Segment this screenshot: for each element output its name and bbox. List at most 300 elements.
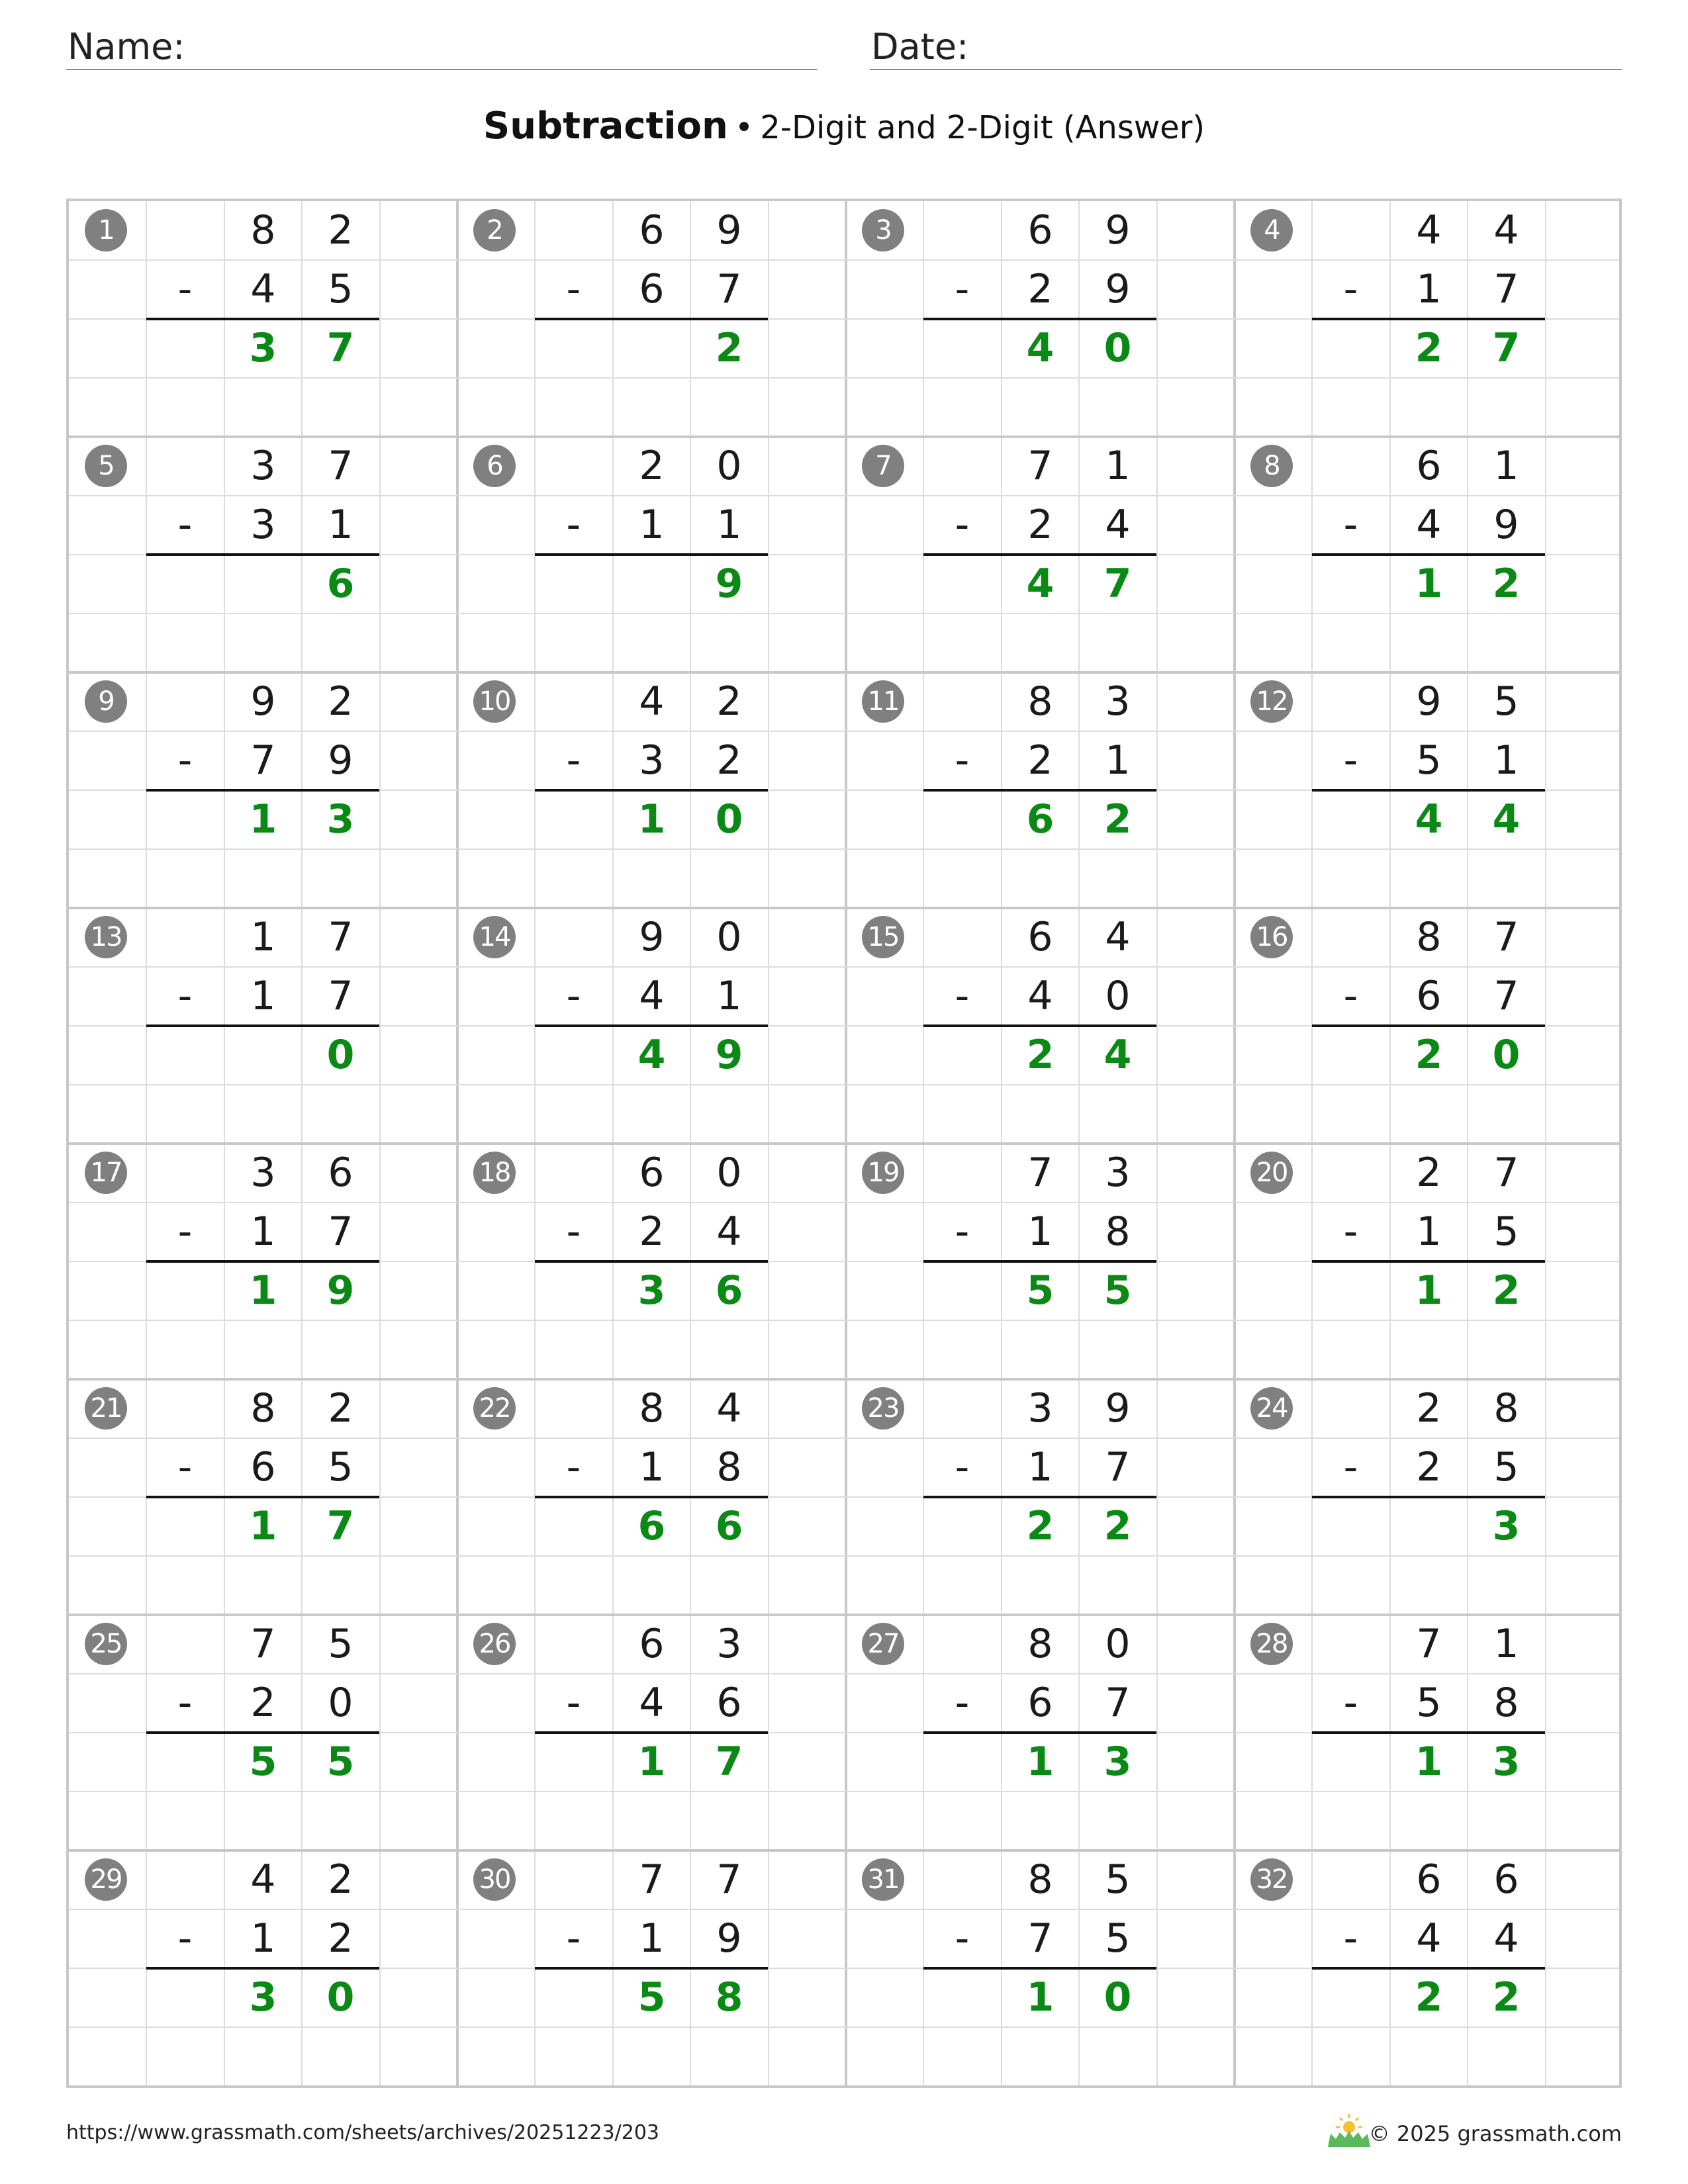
subtrahend-tens-digit: 5 [1416, 737, 1442, 784]
answer-tens-digit[interactable]: 2 [1026, 1032, 1055, 1078]
answer-rule-line [146, 318, 379, 320]
minus-sign: - [566, 1915, 581, 1962]
answer-tens-digit[interactable]: 5 [249, 1739, 277, 1785]
answer-tens-digit[interactable]: 1 [637, 796, 666, 842]
subtrahend-tens-digit: 6 [1416, 973, 1442, 1019]
subtrahend-tens-digit: 7 [1027, 1915, 1053, 1962]
problem-number-badge: 9 [85, 680, 127, 723]
subtrahend-tens-digit: 2 [1027, 502, 1053, 548]
subtrahend-ones-digit: 1 [1105, 737, 1131, 784]
answer-rule-line [535, 553, 768, 556]
minuend-tens-digit: 2 [1416, 1150, 1442, 1196]
answer-rule-line [535, 1024, 768, 1027]
subtrahend-tens-digit: 5 [1416, 1680, 1442, 1726]
subtrahend-ones-digit: 5 [1493, 1444, 1519, 1490]
answer-ones-digit[interactable]: 6 [326, 561, 355, 607]
answer-ones-digit[interactable]: 8 [715, 1974, 743, 2021]
subtrahend-tens-digit: 1 [639, 1444, 665, 1490]
problem-9 [69, 672, 457, 908]
minuend-ones-digit: 2 [328, 1856, 353, 1903]
answer-rule-line [1312, 1024, 1545, 1027]
footer-copyright: © 2025 grassmath.com [1368, 2121, 1622, 2146]
minus-sign: - [1343, 502, 1358, 548]
minuend-tens-digit: 6 [639, 1621, 665, 1667]
answer-tens-digit[interactable]: 4 [1026, 561, 1055, 607]
subtrahend-ones-digit: 7 [1493, 266, 1519, 312]
answer-ones-digit[interactable]: 6 [715, 1503, 743, 1549]
problem-number-badge: 16 [1250, 916, 1293, 958]
answer-ones-digit[interactable]: 7 [715, 1739, 743, 1785]
answer-rule-line [1312, 1496, 1545, 1498]
problem-17 [69, 1144, 457, 1379]
answer-tens-digit[interactable]: 6 [1026, 796, 1055, 842]
minus-sign: - [177, 973, 193, 1019]
answer-rule-line [535, 789, 768, 792]
problem-number-badge: 19 [862, 1152, 904, 1194]
subtrahend-tens-digit: 1 [1027, 1208, 1053, 1255]
answer-tens-digit[interactable] [224, 1026, 302, 1085]
subtrahend-tens-digit: 1 [250, 1915, 276, 1962]
problem-number-badge: 21 [85, 1387, 127, 1430]
answer-ones-digit[interactable]: 3 [1492, 1503, 1521, 1549]
minuend-ones-digit: 7 [1493, 914, 1519, 960]
answer-tens-digit[interactable]: 4 [1026, 325, 1055, 371]
answer-rule-line [923, 1024, 1156, 1027]
subtrahend-tens-digit: 1 [1416, 1208, 1442, 1255]
subtrahend-tens-digit: 1 [639, 502, 665, 548]
worksheet-title [0, 105, 1688, 148]
problem-13 [69, 908, 457, 1144]
subtrahend-ones-digit: 4 [1105, 502, 1131, 548]
answer-ones-digit[interactable]: 7 [1492, 325, 1521, 371]
answer-ones-digit[interactable]: 3 [1103, 1739, 1132, 1785]
minus-sign: - [177, 1915, 193, 1962]
minuend-tens-digit: 8 [1416, 914, 1442, 960]
subtrahend-ones-digit: 2 [328, 1915, 353, 1962]
subtrahend-ones-digit: 1 [716, 973, 742, 1019]
problem-22 [457, 1379, 846, 1615]
answer-ones-digit[interactable]: 6 [715, 1267, 743, 1314]
minuend-ones-digit: 6 [328, 1150, 353, 1196]
problem-number-badge: 27 [862, 1623, 904, 1665]
answer-rule-line [923, 1967, 1156, 1970]
minuend-tens-digit: 6 [639, 1150, 665, 1196]
minuend-ones-digit: 0 [1105, 1621, 1131, 1667]
subtrahend-tens-digit: 6 [250, 1444, 276, 1490]
footer-url: https://www.grassmath.com/sheets/archives/20251223/203 [66, 2121, 660, 2144]
answer-tens-digit[interactable] [224, 555, 302, 614]
minuend-tens-digit: 2 [1416, 1385, 1442, 1432]
minus-sign: - [177, 1444, 193, 1490]
minuend-tens-digit: 6 [1416, 443, 1442, 489]
subtrahend-ones-digit: 1 [328, 502, 353, 548]
answer-tens-digit[interactable] [1390, 1497, 1468, 1556]
problem-26 [457, 1615, 846, 1850]
problem-6 [457, 437, 846, 672]
problem-number-badge: 2 [473, 209, 516, 251]
minuend-ones-digit: 1 [1493, 1621, 1519, 1667]
answer-tens-digit[interactable]: 4 [637, 1032, 666, 1078]
problem-number-badge: 15 [862, 916, 904, 958]
answer-rule-line [146, 789, 379, 792]
problem-number-badge: 23 [862, 1387, 904, 1430]
answer-ones-digit[interactable]: 9 [715, 561, 743, 607]
minus-sign: - [177, 502, 193, 548]
subtrahend-ones-digit: 6 [716, 1680, 742, 1726]
minuend-ones-digit: 8 [1493, 1385, 1519, 1432]
problem-number-badge: 30 [473, 1858, 516, 1901]
subtrahend-tens-digit: 4 [1416, 502, 1442, 548]
answer-tens-digit[interactable]: 6 [637, 1503, 666, 1549]
subtrahend-tens-digit: 2 [250, 1680, 276, 1726]
minuend-ones-digit: 7 [716, 1856, 742, 1903]
answer-rule-line [535, 1496, 768, 1498]
minuend-ones-digit: 4 [716, 1385, 742, 1432]
date-label: Date: [871, 26, 969, 68]
problem-1 [69, 201, 457, 437]
problem-18 [457, 1144, 846, 1379]
subtrahend-ones-digit: 7 [1493, 973, 1519, 1019]
minus-sign: - [955, 1915, 970, 1962]
answer-tens-digit[interactable]: 1 [1415, 1739, 1443, 1785]
minus-sign: - [1343, 1680, 1358, 1726]
minuend-tens-digit: 8 [1027, 1621, 1053, 1667]
subtrahend-ones-digit: 0 [1105, 973, 1131, 1019]
answer-rule-line [1312, 789, 1545, 792]
subtrahend-tens-digit: 6 [639, 266, 665, 312]
minus-sign: - [177, 1208, 193, 1255]
minuend-ones-digit: 1 [1105, 443, 1131, 489]
minuend-tens-digit: 8 [639, 1385, 665, 1432]
problem-25 [69, 1615, 457, 1850]
subtrahend-ones-digit: 5 [1493, 1208, 1519, 1255]
subtrahend-ones-digit: 9 [328, 737, 353, 784]
subtrahend-ones-digit: 2 [716, 737, 742, 784]
problem-number-badge: 6 [473, 445, 516, 487]
minuend-tens-digit: 7 [639, 1856, 665, 1903]
answer-ones-digit[interactable]: 2 [715, 325, 743, 371]
answer-ones-digit[interactable]: 4 [1103, 1032, 1132, 1078]
answer-rule-line [1312, 1731, 1545, 1734]
answer-tens-digit[interactable]: 1 [1026, 1974, 1055, 2021]
minuend-ones-digit: 2 [328, 207, 353, 253]
minuend-tens-digit: 4 [250, 1856, 276, 1903]
problem-30 [457, 1850, 846, 2086]
minuend-tens-digit: 8 [1027, 678, 1053, 725]
minuend-tens-digit: 4 [1416, 207, 1442, 253]
problem-14 [457, 908, 846, 1144]
answer-ones-digit[interactable]: 9 [326, 1267, 355, 1314]
subtrahend-tens-digit: 6 [1027, 1680, 1053, 1726]
minuend-ones-digit: 5 [328, 1621, 353, 1667]
answer-ones-digit[interactable]: 3 [326, 796, 355, 842]
minuend-ones-digit: 2 [328, 1385, 353, 1432]
answer-ones-digit[interactable]: 7 [326, 325, 355, 371]
answer-rule-line [146, 1731, 379, 1734]
date-field[interactable] [870, 20, 1622, 70]
problem-8 [1235, 437, 1622, 672]
minuend-ones-digit: 3 [1105, 678, 1131, 725]
subtrahend-ones-digit: 4 [716, 1208, 742, 1255]
answer-tens-digit[interactable]: 4 [1415, 796, 1443, 842]
answer-tens-digit[interactable]: 3 [637, 1267, 666, 1314]
problem-number-badge: 4 [1250, 209, 1293, 251]
answer-rule-line [146, 1024, 379, 1027]
problem-27 [846, 1615, 1235, 1850]
minuend-tens-digit: 3 [1027, 1385, 1053, 1432]
answer-tens-digit[interactable]: 2 [1415, 1032, 1443, 1078]
minus-sign: - [955, 737, 970, 784]
answer-ones-digit[interactable]: 7 [1103, 561, 1132, 607]
problem-23 [846, 1379, 1235, 1615]
minuend-ones-digit: 0 [716, 443, 742, 489]
problem-11 [846, 672, 1235, 908]
minuend-tens-digit: 6 [1027, 914, 1053, 960]
answer-rule-line [1312, 553, 1545, 556]
answer-tens-digit[interactable]: 5 [637, 1974, 666, 2021]
minuend-ones-digit: 7 [328, 443, 353, 489]
problem-24 [1235, 1379, 1622, 1615]
problem-19 [846, 1144, 1235, 1379]
minuend-tens-digit: 7 [1027, 443, 1053, 489]
minus-sign: - [566, 1208, 581, 1255]
answer-rule-line [146, 553, 379, 556]
minuend-tens-digit: 3 [250, 1150, 276, 1196]
problem-20 [1235, 1144, 1622, 1379]
answer-tens-digit[interactable]: 1 [249, 1503, 277, 1549]
subtrahend-ones-digit: 8 [1105, 1208, 1131, 1255]
minus-sign: - [1343, 973, 1358, 1019]
answer-tens-digit[interactable]: 1 [249, 1267, 277, 1314]
subtrahend-ones-digit: 4 [1493, 1915, 1519, 1962]
answer-tens-digit[interactable]: 3 [249, 1974, 277, 2021]
problem-number-badge: 14 [473, 916, 516, 958]
minus-sign: - [566, 737, 581, 784]
minuend-ones-digit: 5 [1105, 1856, 1131, 1903]
minuend-ones-digit: 3 [716, 1621, 742, 1667]
answer-rule-line [535, 1260, 768, 1263]
minuend-tens-digit: 9 [250, 678, 276, 725]
minus-sign: - [1343, 1208, 1358, 1255]
minus-sign: - [955, 266, 970, 312]
problem-12 [1235, 672, 1622, 908]
subtrahend-ones-digit: 0 [328, 1680, 353, 1726]
minuend-ones-digit: 6 [1493, 1856, 1519, 1903]
minuend-tens-digit: 8 [250, 1385, 276, 1432]
minuend-ones-digit: 7 [328, 914, 353, 960]
answer-ones-digit[interactable]: 5 [1103, 1267, 1132, 1314]
minuend-tens-digit: 9 [1416, 678, 1442, 725]
minus-sign: - [955, 502, 970, 548]
minuend-ones-digit: 0 [716, 914, 742, 960]
answer-ones-digit[interactable]: 2 [1103, 1503, 1132, 1549]
answer-rule-line [146, 1967, 379, 1970]
problem-grid [66, 199, 1622, 2088]
answer-tens-digit[interactable] [613, 319, 690, 378]
minus-sign: - [566, 1680, 581, 1726]
problem-10 [457, 672, 846, 908]
answer-ones-digit[interactable]: 9 [715, 1032, 743, 1078]
answer-tens-digit[interactable]: 1 [1415, 561, 1443, 607]
minuend-ones-digit: 7 [1493, 1150, 1519, 1196]
minuend-ones-digit: 0 [716, 1150, 742, 1196]
problem-number-badge: 32 [1250, 1858, 1293, 1901]
subtrahend-tens-digit: 4 [1027, 973, 1053, 1019]
answer-ones-digit[interactable]: 2 [1492, 1267, 1521, 1314]
subtrahend-tens-digit: 4 [639, 973, 665, 1019]
minuend-ones-digit: 2 [716, 678, 742, 725]
answer-tens-digit[interactable]: 1 [1026, 1739, 1055, 1785]
answer-ones-digit[interactable]: 0 [1103, 325, 1132, 371]
minuend-ones-digit: 1 [1493, 443, 1519, 489]
sun-over-grass-icon [1325, 2110, 1373, 2150]
subtrahend-tens-digit: 1 [639, 1915, 665, 1962]
answer-tens-digit[interactable]: 2 [1415, 325, 1443, 371]
answer-ones-digit[interactable]: 2 [1103, 796, 1132, 842]
answer-tens-digit[interactable] [613, 555, 690, 614]
minus-sign: - [566, 502, 581, 548]
subtrahend-tens-digit: 2 [1027, 737, 1053, 784]
answer-ones-digit[interactable]: 0 [1103, 1974, 1132, 2021]
minuend-tens-digit: 6 [1027, 207, 1053, 253]
subtrahend-tens-digit: 3 [250, 502, 276, 548]
problem-number-badge: 24 [1250, 1387, 1293, 1430]
problem-number-badge: 12 [1250, 680, 1293, 723]
problem-3 [846, 201, 1235, 437]
answer-rule-line [535, 1731, 768, 1734]
subtrahend-ones-digit: 5 [1105, 1915, 1131, 1962]
answer-tens-digit[interactable]: 2 [1026, 1503, 1055, 1549]
answer-rule-line [1312, 1967, 1545, 1970]
subtrahend-ones-digit: 9 [1493, 502, 1519, 548]
name-field[interactable] [66, 20, 817, 70]
subtrahend-ones-digit: 5 [328, 1444, 353, 1490]
answer-ones-digit[interactable]: 7 [326, 1503, 355, 1549]
minus-sign: - [1343, 266, 1358, 312]
subtrahend-tens-digit: 4 [639, 1680, 665, 1726]
problem-number-badge: 25 [85, 1623, 127, 1665]
subtrahend-tens-digit: 1 [1027, 1444, 1053, 1490]
minuend-tens-digit: 7 [1416, 1621, 1442, 1667]
problem-number-badge: 8 [1250, 445, 1293, 487]
problem-number-badge: 18 [473, 1152, 516, 1194]
subtrahend-tens-digit: 7 [250, 737, 276, 784]
problem-number-badge: 28 [1250, 1623, 1293, 1665]
minuend-tens-digit: 8 [250, 207, 276, 253]
problem-31 [846, 1850, 1235, 2086]
answer-tens-digit[interactable]: 5 [1026, 1267, 1055, 1314]
problem-number-badge: 22 [473, 1387, 516, 1430]
subtrahend-ones-digit: 7 [1105, 1680, 1131, 1726]
subtrahend-ones-digit: 7 [328, 973, 353, 1019]
answer-rule-line [923, 318, 1156, 320]
answer-tens-digit[interactable]: 3 [249, 325, 277, 371]
minus-sign: - [566, 973, 581, 1019]
subtrahend-tens-digit: 2 [639, 1208, 665, 1255]
minuend-ones-digit: 9 [1105, 1385, 1131, 1432]
problem-number-badge: 31 [862, 1858, 904, 1901]
subtrahend-ones-digit: 8 [716, 1444, 742, 1490]
answer-tens-digit[interactable]: 1 [637, 1739, 666, 1785]
problem-7 [846, 437, 1235, 672]
subtrahend-ones-digit: 7 [1105, 1444, 1131, 1490]
minus-sign: - [955, 1680, 970, 1726]
subtrahend-ones-digit: 8 [1493, 1680, 1519, 1726]
minuend-ones-digit: 2 [328, 678, 353, 725]
subtrahend-tens-digit: 4 [250, 266, 276, 312]
answer-rule-line [1312, 1260, 1545, 1263]
subtrahend-tens-digit: 1 [250, 973, 276, 1019]
minus-sign: - [1343, 737, 1358, 784]
minuend-tens-digit: 3 [250, 443, 276, 489]
minus-sign: - [955, 973, 970, 1019]
minus-sign: - [177, 1680, 193, 1726]
answer-rule-line [535, 1967, 768, 1970]
minus-sign: - [955, 1208, 970, 1255]
problem-16 [1235, 908, 1622, 1144]
subtrahend-ones-digit: 7 [328, 1208, 353, 1255]
answer-tens-digit[interactable]: 1 [249, 796, 277, 842]
answer-tens-digit[interactable]: 2 [1415, 1974, 1443, 2021]
subtrahend-ones-digit: 1 [1493, 737, 1519, 784]
answer-ones-digit[interactable]: 0 [715, 796, 743, 842]
title-subtitle: 2-Digit and 2-Digit (Answer) [760, 109, 1205, 146]
answer-ones-digit[interactable]: 0 [1492, 1032, 1521, 1078]
minus-sign: - [1343, 1444, 1358, 1490]
answer-ones-digit[interactable]: 2 [1492, 561, 1521, 607]
problem-number-badge: 17 [85, 1152, 127, 1194]
minus-sign: - [955, 1444, 970, 1490]
minuend-tens-digit: 8 [1027, 1856, 1053, 1903]
minuend-tens-digit: 4 [639, 678, 665, 725]
minuend-ones-digit: 3 [1105, 1150, 1131, 1196]
problem-21 [69, 1379, 457, 1615]
subtrahend-ones-digit: 7 [716, 266, 742, 312]
minuend-tens-digit: 9 [639, 914, 665, 960]
problem-number-badge: 3 [862, 209, 904, 251]
minus-sign: - [566, 266, 581, 312]
minuend-tens-digit: 6 [1416, 1856, 1442, 1903]
subtrahend-tens-digit: 4 [1416, 1915, 1442, 1962]
subtrahend-tens-digit: 3 [639, 737, 665, 784]
minus-sign: - [1343, 1915, 1358, 1962]
minus-sign: - [177, 737, 193, 784]
minuend-tens-digit: 6 [639, 207, 665, 253]
answer-rule-line [923, 789, 1156, 792]
minuend-tens-digit: 1 [250, 914, 276, 960]
minus-sign: - [177, 266, 193, 312]
problem-29 [69, 1850, 457, 2086]
minuend-ones-digit: 9 [716, 207, 742, 253]
problem-28 [1235, 1615, 1622, 1850]
answer-ones-digit[interactable]: 3 [1492, 1739, 1521, 1785]
answer-ones-digit[interactable]: 4 [1492, 796, 1521, 842]
answer-ones-digit[interactable]: 0 [326, 1032, 355, 1078]
problem-number-badge: 29 [85, 1858, 127, 1901]
problem-number-badge: 5 [85, 445, 127, 487]
answer-ones-digit[interactable]: 5 [326, 1739, 355, 1785]
answer-tens-digit[interactable]: 1 [1415, 1267, 1443, 1314]
title-main: Subtraction [483, 105, 728, 148]
problem-number-badge: 7 [862, 445, 904, 487]
answer-rule-line [535, 318, 768, 320]
answer-ones-digit[interactable]: 0 [326, 1974, 355, 2021]
minuend-ones-digit: 4 [1493, 207, 1519, 253]
problem-15 [846, 908, 1235, 1144]
subtrahend-tens-digit: 1 [250, 1208, 276, 1255]
answer-ones-digit[interactable]: 2 [1492, 1974, 1521, 2021]
title-separator: • [734, 109, 754, 146]
